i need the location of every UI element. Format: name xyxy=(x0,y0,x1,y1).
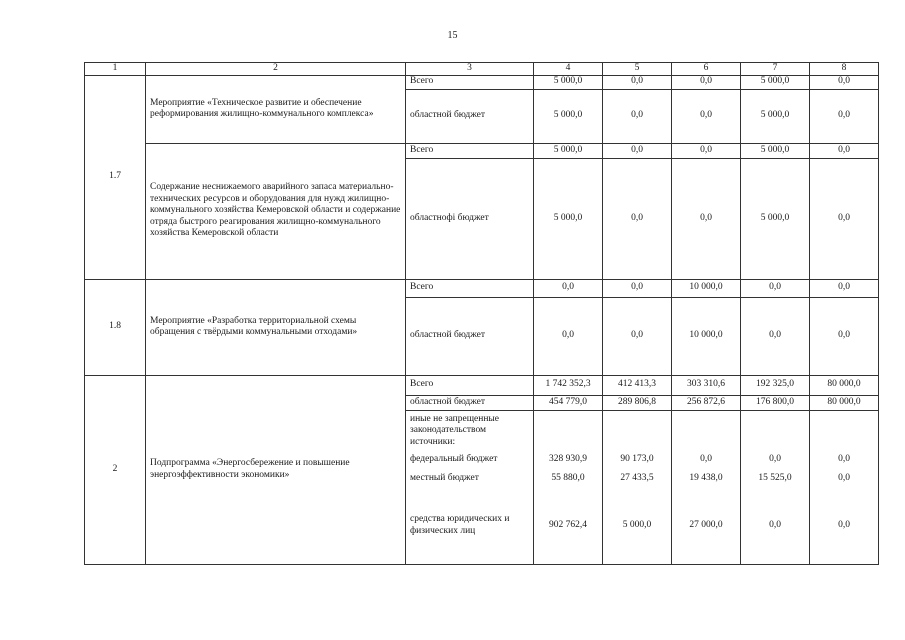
value-cell: 19 438,0 xyxy=(672,470,741,488)
value-cell: 27 000,0 xyxy=(672,488,741,564)
value-cell: 0,0 xyxy=(672,450,741,470)
value-cell: 27 433,5 xyxy=(603,470,672,488)
value-cell: 0,0 xyxy=(672,158,741,279)
value-cell: 5 000,0 xyxy=(603,488,672,564)
source-label: Всего xyxy=(406,143,534,158)
value-cell: 289 806,8 xyxy=(603,395,672,410)
value-cell: 5 000,0 xyxy=(534,158,603,279)
value-cell: 0,0 xyxy=(741,450,810,470)
table-row xyxy=(85,375,879,395)
header-col-2: 2 xyxy=(146,63,406,76)
value-cell: 412 413,3 xyxy=(603,375,672,395)
row-code: 1.7 xyxy=(85,75,146,279)
value-cell: 0,0 xyxy=(603,279,672,297)
value-cell: 0,0 xyxy=(672,143,741,158)
value-cell: 0,0 xyxy=(603,297,672,375)
value-cell: 0,0 xyxy=(810,297,879,375)
value-cell: 0,0 xyxy=(672,89,741,143)
value-cell: 0,0 xyxy=(741,279,810,297)
value-cell: 5 000,0 xyxy=(741,158,810,279)
source-label: средства юридических и физических лиц xyxy=(406,488,534,564)
source-label: Всего xyxy=(406,75,534,89)
value-cell: 5 000,0 xyxy=(534,89,603,143)
value-cell: 10 000,0 xyxy=(672,279,741,297)
value-cell: 80 000,0 xyxy=(810,375,879,395)
value-cell: 0,0 xyxy=(672,75,741,89)
table-row xyxy=(85,143,879,158)
value-cell: 0,0 xyxy=(810,470,879,488)
subprogram-title: Подпрограмма «Энергосбережение и повышение энергоэффективности экономики» xyxy=(146,375,406,564)
value-cell: 902 762,4 xyxy=(534,488,603,564)
header-col-7: 7 xyxy=(741,63,810,76)
source-label: иные не запрещенные законодательством источники: xyxy=(406,410,534,450)
value-cell: 0,0 xyxy=(603,158,672,279)
value-cell: 80 000,0 xyxy=(810,395,879,410)
value-cell: 0,0 xyxy=(603,75,672,89)
value-cell: 0,0 xyxy=(810,450,879,470)
header-col-8: 8 xyxy=(810,63,879,76)
value-cell: 454 779,0 xyxy=(534,395,603,410)
value-cell: 15 525,0 xyxy=(741,470,810,488)
value-cell xyxy=(741,410,810,450)
header-col-1: 1 xyxy=(85,63,146,76)
value-cell: 55 880,0 xyxy=(534,470,603,488)
value-cell: 256 872,6 xyxy=(672,395,741,410)
event-title: Мероприятие «Техническое развитие и обеспечение реформирования жилищно-коммунального комплекса» xyxy=(146,75,406,143)
value-cell xyxy=(810,410,879,450)
page-number: 15 xyxy=(447,30,458,41)
value-cell xyxy=(672,410,741,450)
value-cell: 0,0 xyxy=(534,297,603,375)
table-row xyxy=(85,75,879,89)
budget-table xyxy=(84,62,879,565)
header-col-3: 3 xyxy=(406,63,534,76)
value-cell: 5 000,0 xyxy=(741,89,810,143)
value-cell: 5 000,0 xyxy=(741,143,810,158)
value-cell: 10 000,0 xyxy=(672,297,741,375)
value-cell xyxy=(534,410,603,450)
source-label: федеральный бюджет xyxy=(406,450,534,470)
value-cell: 0,0 xyxy=(603,89,672,143)
source-label: областной бюджет xyxy=(406,297,534,375)
header-row xyxy=(85,63,879,76)
value-cell: 328 930,9 xyxy=(534,450,603,470)
value-cell: 0,0 xyxy=(810,89,879,143)
value-cell: 5 000,0 xyxy=(534,75,603,89)
value-cell: 0,0 xyxy=(810,488,879,564)
header-col-6: 6 xyxy=(672,63,741,76)
value-cell: 0,0 xyxy=(534,279,603,297)
table-row xyxy=(85,279,879,297)
value-cell: 0,0 xyxy=(810,279,879,297)
event-title: Содержание неснижаемого аварийного запаса материально-технических ресурсов и оборудования для нужд жилищно-коммунального хозяйства Кемеровской области и содержание отряда быстрого реагирования жилищно-коммунального хозяйства Кемеровской области xyxy=(146,143,406,279)
value-cell: 176 800,0 xyxy=(741,395,810,410)
value-cell: 90 173,0 xyxy=(603,450,672,470)
source-label: областной бюджет xyxy=(406,89,534,143)
value-cell: 0,0 xyxy=(810,75,879,89)
source-label: Всего xyxy=(406,279,534,297)
value-cell: 5 000,0 xyxy=(741,75,810,89)
value-cell: 0,0 xyxy=(810,158,879,279)
header-col-4: 4 xyxy=(534,63,603,76)
value-cell: 0,0 xyxy=(603,143,672,158)
source-label: Всего xyxy=(406,375,534,395)
row-code: 2 xyxy=(85,375,146,564)
value-cell: 192 325,0 xyxy=(741,375,810,395)
value-cell xyxy=(603,410,672,450)
event-title: Мероприятие «Разработка территориальной схемы обращения с твёрдыми коммунальными отходами» xyxy=(146,279,406,375)
source-label: областнофі бюджет xyxy=(406,158,534,279)
value-cell: 0,0 xyxy=(741,297,810,375)
value-cell: 1 742 352,3 xyxy=(534,375,603,395)
source-label: местный бюджет xyxy=(406,470,534,488)
source-label: областной бюджет xyxy=(406,395,534,410)
value-cell: 0,0 xyxy=(810,143,879,158)
value-cell: 0,0 xyxy=(741,488,810,564)
value-cell: 5 000,0 xyxy=(534,143,603,158)
value-cell: 303 310,6 xyxy=(672,375,741,395)
row-code: 1.8 xyxy=(85,279,146,375)
header-col-5: 5 xyxy=(603,63,672,76)
